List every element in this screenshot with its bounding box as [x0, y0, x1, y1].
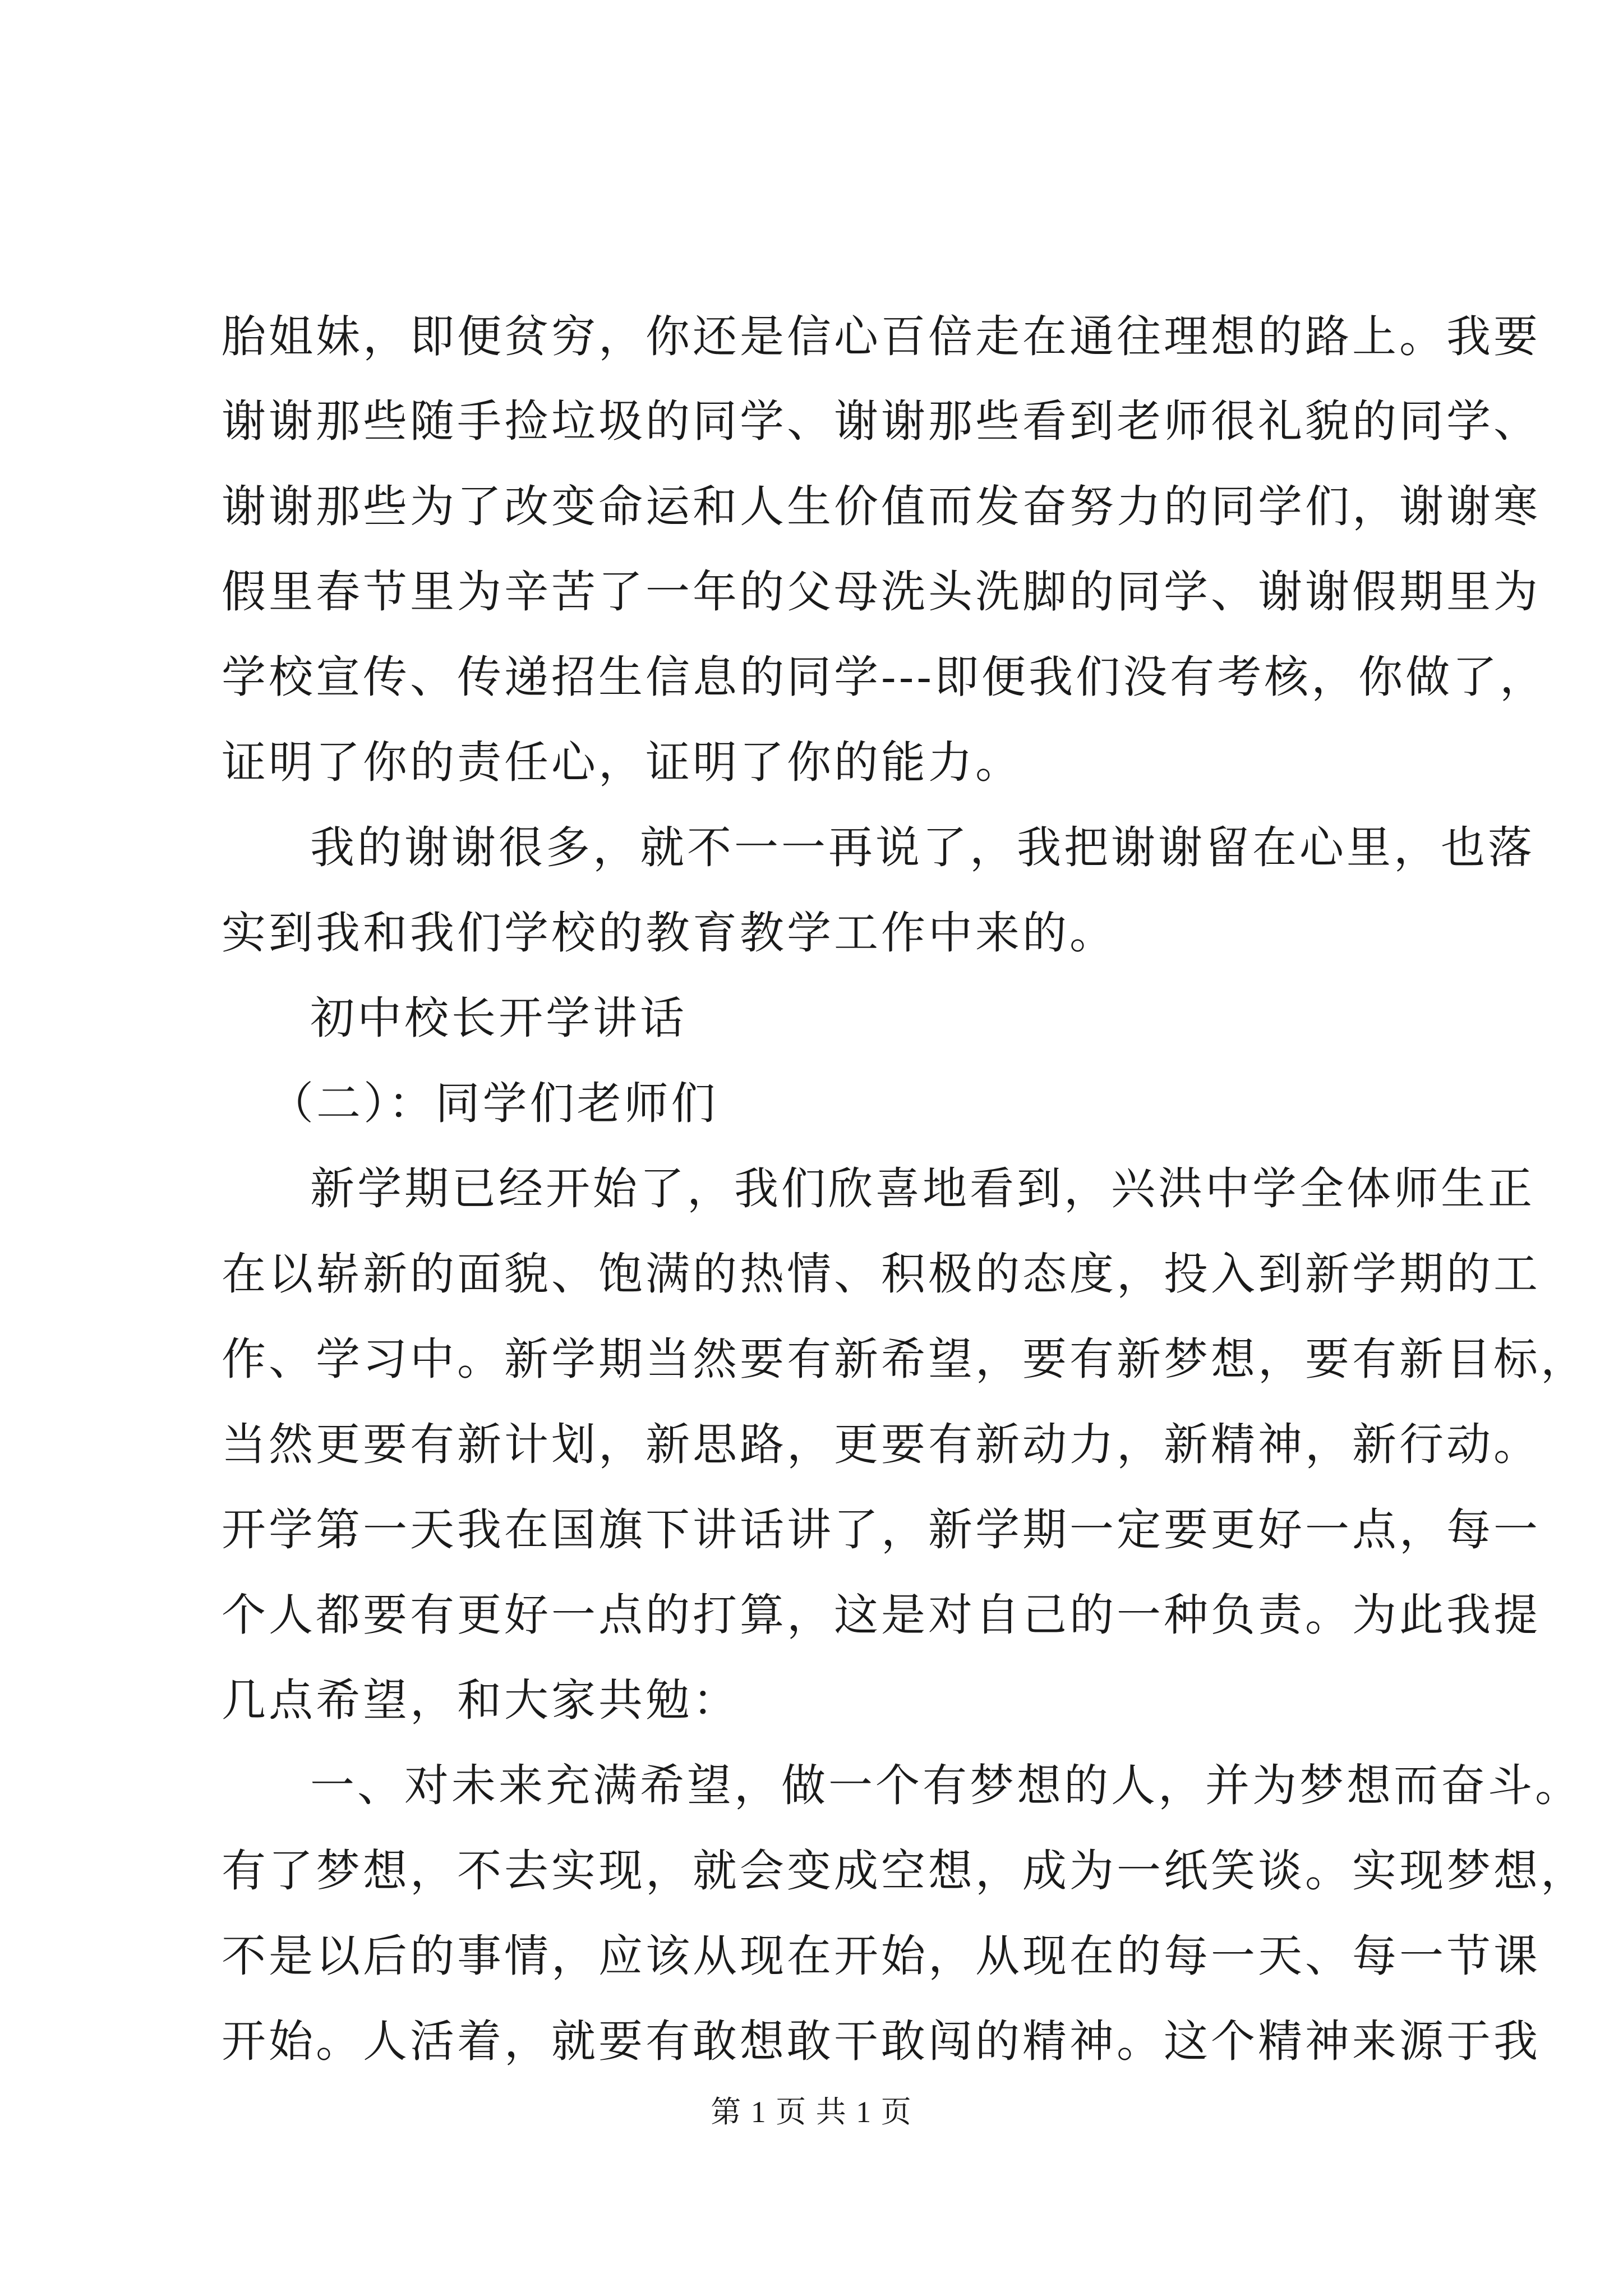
paragraph-first-line: 一、对未来充满希望，做一个有梦想的人，并为梦想而奋斗。: [310, 1760, 1582, 1811]
text-line: 个人都要有更好一点的打算，这是对自己的一种负责。为此我提: [222, 1589, 1541, 1641]
text-line: 假里春节里为辛苦了一年的父母洗头洗脚的同学、谢谢假期里为: [222, 566, 1541, 618]
section-subtitle: （二）：同学们老师们: [269, 1078, 718, 1129]
section-title: 初中校长开学讲话: [310, 992, 687, 1044]
text-line: 几点希望，和大家共勉：: [222, 1674, 740, 1726]
text-line: 胎姐妹，即便贫穷，你还是信心百倍走在通往理想的路上。我要: [222, 311, 1541, 362]
text-line: 学校宣传、传递招生信息的同学---即便我们没有考核，你做了，: [222, 651, 1547, 703]
paragraph-first-line: 新学期已经开始了，我们欣喜地看到，兴洪中学全体师生正: [310, 1163, 1535, 1214]
paragraph-first-line: 我的谢谢很多，就不一一再说了，我把谢谢留在心里，也落: [310, 822, 1535, 873]
text-line: 在以崭新的面貌、饱满的热情、积极的态度，投入到新学期的工: [222, 1248, 1541, 1300]
text-line: 实到我和我们学校的教育教学工作中来的。: [222, 907, 1117, 959]
text-line: 谢谢那些随手捡垃圾的同学、谢谢那些看到老师很礼貌的同学、: [222, 395, 1541, 447]
text-line: 证明了你的责任心，证明了你的能力。: [222, 737, 1022, 788]
page-footer: 第 1 页 共 1 页: [711, 2095, 912, 2129]
text-line: 开始。人活着，就要有敢想敢干敢闯的精神。这个精神来源于我: [222, 2016, 1541, 2067]
text-line: 不是以后的事情，应该从现在开始，从现在的每一天、每一节课: [222, 1930, 1541, 1982]
text-line: 有了梦想，不去实现，就会变成空想，成为一纸笑谈。实现梦想，: [222, 1845, 1588, 1897]
text-line: 作、学习中。新学期当然要有新希望，要有新梦想，要有新目标，: [222, 1333, 1588, 1385]
text-line: 开学第一天我在国旗下讲话讲了，新学期一定要更好一点，每一: [222, 1504, 1541, 1556]
text-line: 谢谢那些为了改变命运和人生价值而发奋努力的同学们，谢谢寒: [222, 481, 1541, 532]
text-line: 当然更要有新计划，新思路，更要有新动力，新精神，新行动。: [222, 1419, 1541, 1470]
